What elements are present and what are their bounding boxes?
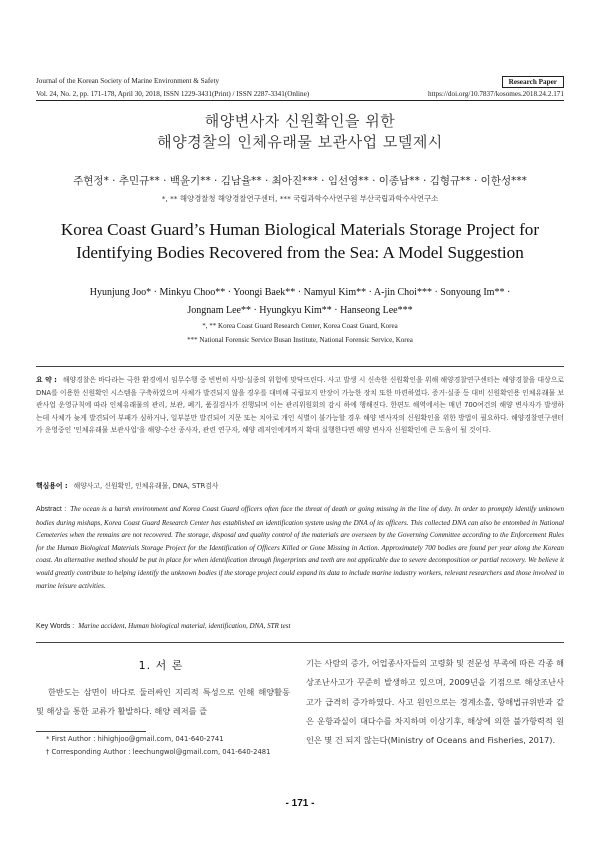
english-keywords — [36, 621, 564, 630]
section-heading-introduction: 1. 서 론 — [138, 659, 184, 672]
body-left-column: 한반도는 삼면이 바다로 둘러싸인 지리적 특성으로 인해 해양활동 및 해상을 통한 교류가 활발하다. 해양 레저를 즐 — [36, 687, 290, 716]
journal-volume: Vol. 24, No. 2, pp. 171-178, April 30, 2018, ISSN 1229-3431(Print) / ISSN 2287-3341(Online) — [36, 90, 310, 98]
korean-affiliations: *, ** 해양경찰청 해양경찰연구센터, *** 국립과학수사연구원 부산국립과학수사연구소 — [161, 194, 439, 203]
korean-keywords-label: 핵심용어 : — [36, 482, 68, 490]
footnote-first-author: * First Author : hihighjoo@gmail.com, 041-640-2741 — [46, 735, 224, 743]
english-authors-line2: Jongnam Lee** · Hyungkyu Kim** · Hanseong Lee*** — [187, 305, 413, 316]
abstract-top-divider — [36, 366, 564, 367]
paper-type-badge: Research Paper — [502, 76, 564, 88]
english-affiliation-2: *** National Forensic Service Busan Institute, National Forensic Service, Korea — [187, 336, 413, 344]
korean-title-line1: 해양변사자 신원확인을 위한 — [204, 112, 396, 130]
korean-abstract-label: 요 약 : — [36, 376, 57, 384]
korean-keywords-text: 해양사고, 신원확인, 인체유래물, DNA, STR검사 — [73, 482, 219, 490]
korean-abstract-text: 해양경찰은 바다라는 극한 환경에서 임무수행 중 빈번히 사망·실종의 위험에 맞닥뜨린다. 사고 발생 시 신속한 신원확인을 위해 해양경찰연구센터는 해양경찰을 대상으로 DNA를 이용한 신원확인 시스템을 구축하였으며 사체가 발견되지 않을 경우를 대비해 국립묘지 안장이 가능한 장치 또한 마련하였다. 증거·실종 등 대비 신원확인용 인체유래물 보관사업 운영규칙에 따라 인체유래물의 관리, 보관, 폐기, 품질검사가 진행되며 이는 관리위원회의 감시 하에 행해진다. 한편도 해역에서는 매년 700여건의 해양 변사자가 발생하는데 사체가 늦게 발견되어 부패가 심하거나, 일부분만 발견되어 지문 또는 치아로 개인 식별이 불가능할 경우 해양 변사자의 신원확인을 위한 방법이 필요하다. 해양경찰연구센터가 운영중인 '인체유래물 보관사업'을 해양·수산 종사자, 관련 연구자, 해양 레저인에게까지 확대 실행한다면 해양 변사자 신원확인에 큰 도움이 될 것이다. — [36, 376, 564, 435]
english-abstract-label: Abstract : — [36, 506, 67, 513]
footnote-corresponding-author: † Corresponding Author : leechungwol@gmail.com, 041-640-2481 — [46, 748, 271, 756]
korean-abstract — [36, 374, 564, 437]
english-title-line1: Korea Coast Guard’s Human Biological Materials Storage Project for — [60, 220, 540, 239]
english-title-line2: Identifying Bodies Recovered from the Sea: A Model Suggestion — [76, 243, 524, 262]
english-abstract — [36, 503, 564, 592]
korean-title-line2: 해양경찰의 인체유래물 보관사업 모델제시 — [157, 133, 443, 151]
english-abstract-text: The ocean is a harsh environment and Korea Coast Guard officers often face the threat of death or going missing in the line of duty. In order to promptly identify unknown bodies during mishaps, Korea Coast Guard Research Center has established an identification system using the DNA of its officers. This collected DNA can also be entombed in National Cemeteries when the remains are not recovered. The storage, disposal and quality control of the materials are overseen by the Governing Committee according to the Enforcement Rules for the Human Biological Materials Storage Project for the Identification of Officers Killed or Gone Missing in Action. Approximately 700 bodies are found per year along the Korean coast. An alternative method should be put in place for when identification through fingerprints and teeth are not applicable due to severe decomposition or partial recovery. We believe it would greatly contribute to helping identify the unknown bodies if the storage project could expand its data to include marine industry workers, relevant researchers and those involved in marine leisure activities. — [36, 505, 565, 590]
english-keywords-text: Marine accident, Human biological material, identification, DNA, STR test — [78, 622, 291, 630]
korean-authors: 주현정* · 추민규** · 백윤기** · 김남율** · 최아진*** · 임선영** · 이종남** · 김형규** · 이한성*** — [73, 175, 527, 187]
english-keywords-label: Key Words : — [36, 623, 75, 630]
body-right-column: 기는 사람의 증가, 어업종사자들의 고령화 및 전문성 부족에 따른 각종 해상조난사고가 꾸준히 발생하고 있으며, 2009년을 기점으로 해상조난사고가 급격히 증가하였다. 사고 원인으로는 경계소홀, 항해법규위반과 같은 운항과실이 대다수를 차지하며 이상기후, 해상에 의한 불가항력적 원인은 몇 건 되지 않는다(Ministry of Oceans and Fisheries, 2017). — [306, 658, 564, 746]
header-divider — [36, 100, 564, 101]
english-affiliation-1: *, ** Korea Coast Guard Research Center, Korea Coast Guard, Korea — [202, 322, 398, 330]
journal-name: Journal of the Korean Society of Marine Environment & Safety — [36, 77, 220, 85]
abstract-bottom-divider — [36, 642, 564, 643]
english-authors-line1: Hyunjung Joo* · Minkyu Choo** · Yoongi Baek** · Namyul Kim** · A-jin Choi*** · Sonyoung Im** · — [89, 287, 511, 298]
doi-link[interactable]: https://doi.org/10.7837/kosomes.2018.24.2.171 — [427, 90, 564, 98]
footnote-divider — [36, 731, 146, 732]
page-number: - 171 - — [285, 798, 315, 809]
korean-keywords — [36, 480, 564, 490]
